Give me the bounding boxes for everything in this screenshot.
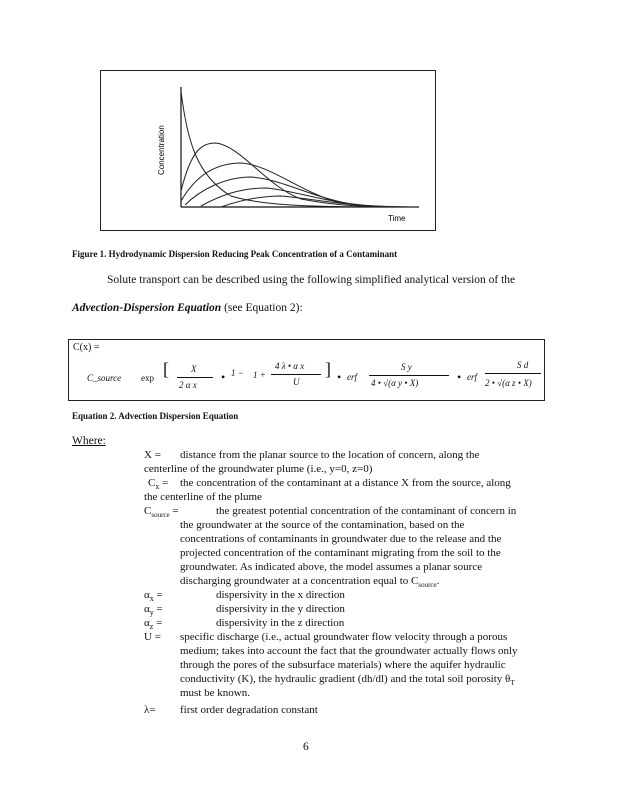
definition-line: dispersivity in the z direction bbox=[216, 617, 345, 629]
curve-5 bbox=[201, 188, 413, 207]
definition-symbol: $C_x$ = bbox=[148, 477, 169, 492]
equation-lhs: C(x) = bbox=[73, 342, 100, 353]
equation-ref-text: (see Equation 2): bbox=[221, 302, 303, 314]
dispersion-curves-plot bbox=[101, 71, 437, 232]
bracket-left: [ bbox=[163, 359, 169, 379]
definition-line: the centerline of the plume bbox=[144, 491, 262, 503]
intro-line: Solute transport can be described using the following simplified analytical version of the bbox=[107, 274, 516, 286]
curve-4 bbox=[185, 177, 409, 207]
frac3-bar bbox=[485, 373, 541, 374]
equation-exp: exp bbox=[141, 373, 154, 383]
equation-erf2: erf bbox=[467, 372, 477, 382]
intro-equation-ref bbox=[72, 301, 303, 315]
equation-csource: C_source bbox=[87, 373, 122, 383]
frac3-num: S d bbox=[517, 360, 529, 370]
definition-symbol: λ= bbox=[144, 704, 156, 716]
definition-line: first order degradation constant bbox=[180, 704, 318, 716]
frac1-bar bbox=[177, 377, 213, 378]
where-label: Where: bbox=[72, 435, 106, 447]
definition-line: conductivity (K), the hydraulic gradient (dh/dl) and the total soil porosity $\theta_T$ bbox=[180, 673, 515, 688]
definition-line: medium; takes into account the fact that the groundwater actually flows only bbox=[180, 645, 518, 657]
definition-symbol: U = bbox=[144, 631, 161, 643]
sqrt-bar bbox=[271, 374, 321, 375]
frac3-den: 2 • √(α z • X) bbox=[485, 378, 532, 388]
equation-one-minus: 1 − bbox=[231, 368, 244, 378]
frac2-bar bbox=[369, 375, 449, 376]
definition-line: distance from the planar source to the location of concern, along the bbox=[180, 449, 480, 461]
definition-line: concentrations of contaminants in groundwater due to the release and the bbox=[180, 533, 502, 545]
equation-name: Advection-Dispersion Equation bbox=[72, 302, 222, 314]
frac2-num: S y bbox=[401, 362, 412, 372]
definition-line: specific discharge (i.e., actual groundwater flow velocity through a porous bbox=[180, 631, 508, 643]
definition-symbol: $\alpha_y$ = bbox=[144, 603, 163, 618]
definition-symbol: $C_{source}$ = bbox=[144, 505, 179, 520]
figure-frame bbox=[100, 70, 436, 231]
definition-symbol: $\alpha_x$ = bbox=[144, 589, 163, 604]
times-dot-3: • bbox=[457, 370, 462, 384]
curve-1 bbox=[181, 91, 401, 207]
definition-line: dispersivity in the y direction bbox=[216, 603, 345, 615]
definition-line: the greatest potential concentration of the contaminant of concern in bbox=[216, 505, 517, 517]
bracket-right: ] bbox=[325, 359, 331, 379]
times-dot-1: • bbox=[221, 370, 226, 384]
figure-caption: Figure 1. Hydrodynamic Dispersion Reducing Peak Concentration of a Contaminant bbox=[72, 249, 398, 259]
definition-line: must be known. bbox=[180, 687, 250, 699]
equation-caption: Equation 2. Advection Dispersion Equation bbox=[72, 411, 239, 421]
definition-symbol: X = bbox=[144, 449, 161, 461]
definition-line: through the pores of the subsurface materials) where the aquifer hydraulic bbox=[180, 659, 506, 671]
equation-box bbox=[68, 339, 545, 401]
definition-line: groundwater. As indicated above, the model assumes a planar source bbox=[180, 561, 483, 573]
definition-line: dispersivity in the x direction bbox=[216, 589, 345, 601]
definition-line: centerline of the groundwater plume (i.e., y=0, z=0) bbox=[144, 463, 373, 475]
definition-line: the concentration of the contaminant at a distance X from the source, along bbox=[180, 477, 511, 489]
definition-symbol: $\alpha_z$ = bbox=[144, 617, 163, 632]
sqrt-den: U bbox=[293, 377, 300, 387]
page-number: 6 bbox=[303, 741, 309, 753]
times-dot-2: • bbox=[337, 370, 342, 384]
y-axis-label: Concentration bbox=[157, 125, 166, 175]
definition-line: discharging groundwater at a concentration equal to $C_{source}$. bbox=[180, 575, 440, 590]
sqrt-num: 4 λ • α x bbox=[275, 361, 305, 371]
definition-line: projected concentration of the contaminant migrating from the soil to the bbox=[180, 547, 501, 559]
equation-one-plus: 1 + bbox=[253, 370, 266, 380]
frac1-den: 2 α x bbox=[179, 380, 197, 390]
equation-erf1: erf bbox=[347, 372, 357, 382]
definition-line: the groundwater at the source of the contamination, based on the bbox=[180, 519, 465, 531]
frac2-den: 4 • √(α y • X) bbox=[371, 378, 419, 388]
x-axis-label: Time bbox=[388, 214, 406, 223]
frac1-num: X bbox=[191, 364, 197, 374]
